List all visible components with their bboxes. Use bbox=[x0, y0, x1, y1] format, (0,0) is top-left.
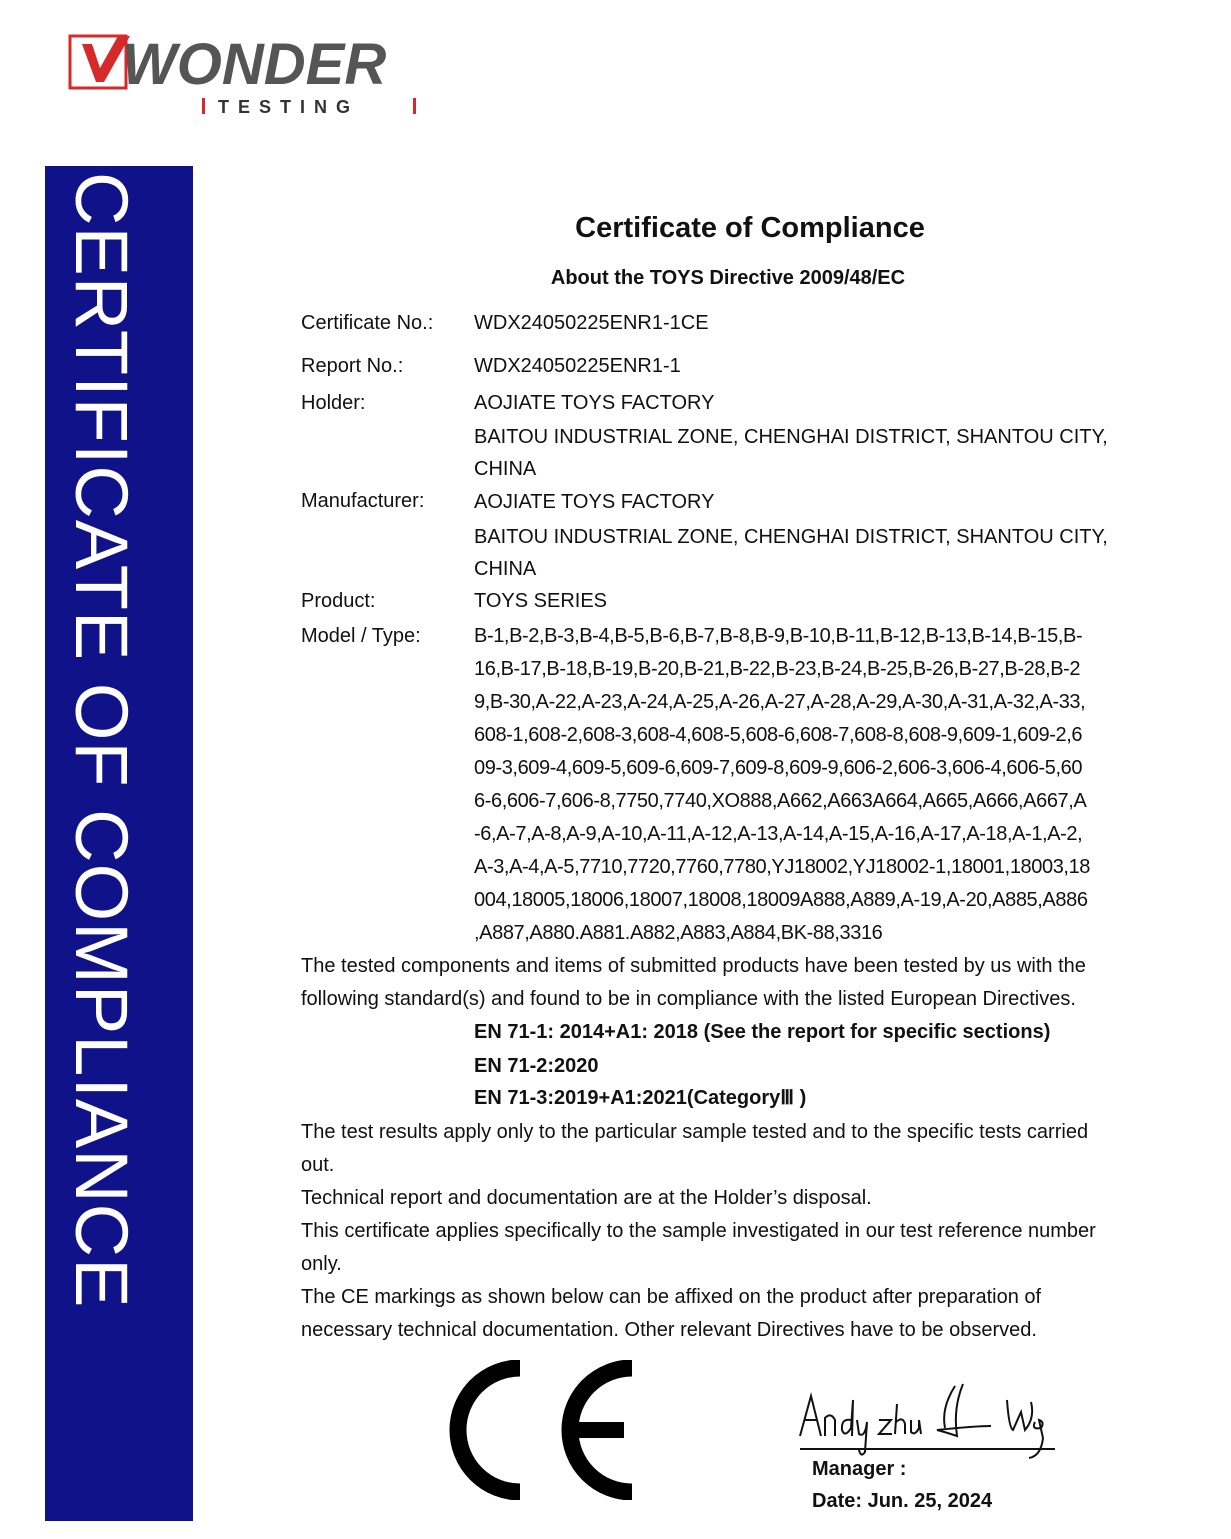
manufacturer-country: CHINA bbox=[474, 558, 537, 580]
manufacturer-name: AOJIATE TOYS FACTORY bbox=[474, 491, 715, 513]
model-line: B-1,B-2,B-3,B-4,B-5,B-6,B-7,B-8,B-9,B-10,B-11,B-12,B-13,B-14,B-15,B- bbox=[474, 625, 1083, 647]
model-line: 9,B-30,A-22,A-23,A-24,A-25,A-26,A-27,A-28,A-29,A-30,A-31,A-32,A-33, bbox=[474, 691, 1086, 713]
manufacturer-address: BAITOU INDUSTRIAL ZONE, CHENGHAI DISTRICT, SHANTOU CITY, bbox=[474, 526, 1108, 548]
wonder-testing-logo bbox=[68, 30, 448, 120]
certificate-no-value: WDX24050225ENR1-1CE bbox=[474, 312, 709, 334]
model-line: 004,18005,18006,18007,18008,18009A888,A889,A-19,A-20,A885,A886 bbox=[474, 889, 1088, 911]
tested-statement-line1: The tested components and items of submitted products have been tested by us with the bbox=[301, 955, 1086, 977]
standard-en71-3: EN 71-3:2019+A1:2021(CategoryⅢ ) bbox=[474, 1087, 807, 1109]
model-line: 16,B-17,B-18,B-19,B-20,B-21,B-22,B-23,B-24,B-25,B-26,B-27,B-28,B-2 bbox=[474, 658, 1081, 680]
model-label: Model / Type: bbox=[301, 625, 421, 647]
manager-label: Manager : bbox=[812, 1458, 907, 1480]
model-line: 09-3,609-4,609-5,609-6,609-7,609-8,609-9,606-2,606-3,606-4,606-5,60 bbox=[474, 757, 1083, 779]
standard-en71-1: EN 71-1: 2014+A1: 2018 (See the report for specific sections) bbox=[474, 1021, 1051, 1043]
ce-mark-icon bbox=[446, 1360, 636, 1500]
note-line: The test results apply only to the particular sample tested and to the specific tests carried bbox=[301, 1121, 1089, 1143]
report-no-value: WDX24050225ENR1-1 bbox=[474, 355, 681, 377]
note-line: This certificate applies specifically to the sample investigated in our test reference number bbox=[301, 1220, 1096, 1242]
product-value: TOYS SERIES bbox=[474, 590, 608, 612]
standard-en71-2: EN 71-2:2020 bbox=[474, 1055, 599, 1077]
signature-image bbox=[795, 1378, 1065, 1468]
model-line: ,A887,A880.A881.A882,A883,A884,BK-88,3316 bbox=[474, 922, 883, 944]
holder-label: Holder: bbox=[301, 392, 366, 414]
signature-line bbox=[800, 1448, 1055, 1450]
logo-sub: TESTING bbox=[218, 97, 360, 117]
note-line: only. bbox=[301, 1253, 342, 1275]
model-line: 608-1,608-2,608-3,608-4,608-5,608-6,608-7,608-8,608-9,609-1,609-2,6 bbox=[474, 724, 1083, 746]
report-no-label: Report No.: bbox=[301, 355, 404, 377]
model-line: -6,A-7,A-8,A-9,A-10,A-11,A-12,A-13,A-14,A-15,A-16,A-17,A-18,A-1,A-2, bbox=[474, 823, 1083, 845]
certificate-title: Certificate of Compliance bbox=[575, 212, 925, 244]
issue-date: Date: Jun. 25, 2024 bbox=[812, 1490, 993, 1512]
manufacturer-label: Manufacturer: bbox=[301, 490, 425, 512]
product-label: Product: bbox=[301, 590, 376, 612]
holder-address: BAITOU INDUSTRIAL ZONE, CHENGHAI DISTRICT, SHANTOU CITY, bbox=[474, 426, 1108, 448]
model-list bbox=[474, 620, 1164, 950]
note-line: out. bbox=[301, 1154, 335, 1176]
certificate-no-label: Certificate No.: bbox=[301, 312, 434, 334]
logo-brand: WONDER bbox=[122, 32, 387, 97]
note-line: Technical report and documentation are at the Holder’s disposal. bbox=[301, 1187, 872, 1209]
model-line: 6-6,606-7,606-8,7750,7740,XO888,A662,A663A664,A665,A666,A667,A bbox=[474, 790, 1087, 812]
side-banner-text: CERTIFICATE OF COMPLIANCE bbox=[60, 172, 143, 1309]
certificate-subtitle: About the TOYS Directive 2009/48/EC bbox=[550, 267, 906, 289]
model-line: A-3,A-4,A-5,7710,7720,7760,7780,YJ18002,YJ18002-1,18001,18003,18 bbox=[474, 856, 1091, 878]
note-line: The CE markings as shown below can be affixed on the product after preparation of bbox=[301, 1286, 1042, 1308]
holder-name: AOJIATE TOYS FACTORY bbox=[474, 392, 715, 414]
tested-statement-line2: following standard(s) and found to be in compliance with the listed European Directives. bbox=[301, 988, 1076, 1010]
note-line: necessary technical documentation. Other relevant Directives have to be observed. bbox=[301, 1319, 1037, 1341]
holder-country: CHINA bbox=[474, 458, 537, 480]
